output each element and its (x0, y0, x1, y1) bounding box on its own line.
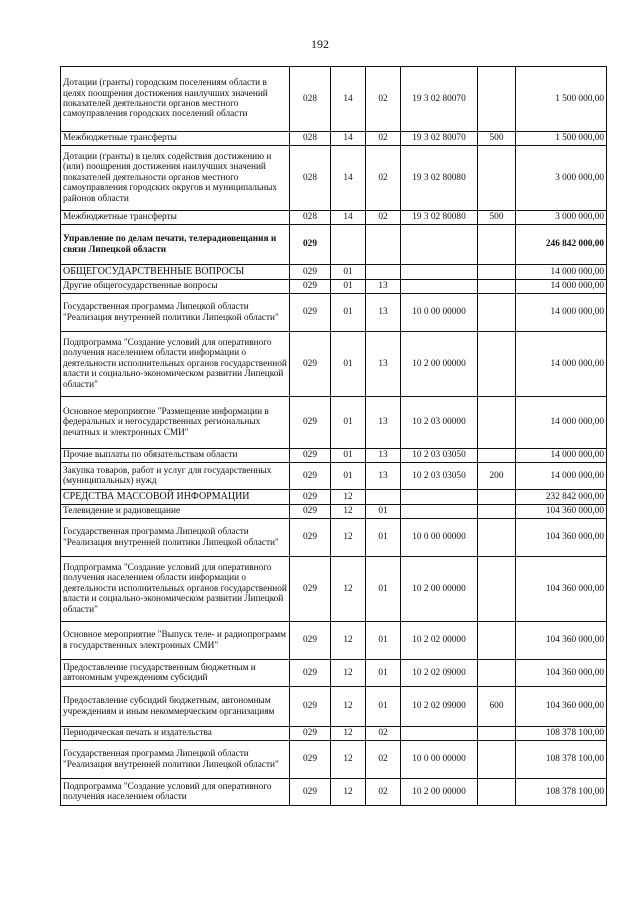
expense-name: Межбюджетные трансферты (61, 132, 290, 146)
section-code: 14 (331, 146, 366, 211)
subsection-code: 13 (366, 463, 401, 490)
section-code: 14 (331, 67, 366, 132)
section-code: 01 (331, 294, 366, 332)
table-row (61, 557, 607, 622)
expense-type-code (478, 449, 516, 463)
expense-name: Предоставление субсидий бюджетным, автономным учреждениям и иным некоммерческим организациям (61, 687, 290, 727)
subsection-code: 13 (366, 449, 401, 463)
subsection-code (366, 265, 401, 280)
table-row (61, 67, 607, 132)
ministry-code: 029 (290, 519, 331, 557)
subsection-code: 01 (366, 622, 401, 660)
table-row (61, 132, 607, 146)
amount: 104 360 000,00 (516, 622, 607, 660)
section-code: 12 (331, 505, 366, 519)
amount: 14 000 000,00 (516, 332, 607, 397)
expense-name: Государственная программа Липецкой области "Реализация внутренней политики Липецкой области" (61, 741, 290, 779)
ministry-code: 029 (290, 449, 331, 463)
section-code: 01 (331, 332, 366, 397)
expense-name: Телевидение и радиовещание (61, 505, 290, 519)
subsection-code: 13 (366, 280, 401, 294)
amount: 104 360 000,00 (516, 660, 607, 687)
expense-type-code (478, 146, 516, 211)
expense-name: Государственная программа Липецкой области "Реализация внутренней политики Липецкой области" (61, 294, 290, 332)
table-row (61, 449, 607, 463)
subsection-code: 02 (366, 146, 401, 211)
ministry-code: 029 (290, 265, 331, 280)
expense-name: Дотации (гранты) городским поселениям области в целях поощрения достижения наилучших значений показателей деятельности органов местного самоуправления городских поселений области (61, 67, 290, 132)
expense-type-code (478, 779, 516, 806)
expense-name: Другие общегосударственные вопросы (61, 280, 290, 294)
subsection-code: 02 (366, 779, 401, 806)
target-article-code (401, 490, 478, 505)
ministry-code: 029 (290, 294, 331, 332)
expense-name: Закупка товаров, работ и услуг для государственных (муниципальных) нужд (61, 463, 290, 490)
target-article-code: 10 0 00 00000 (401, 741, 478, 779)
subsection-code: 02 (366, 67, 401, 132)
section-code: 12 (331, 557, 366, 622)
target-article-code: 19 3 02 80070 (401, 67, 478, 132)
table-row (61, 779, 607, 806)
amount: 108 378 100,00 (516, 741, 607, 779)
target-article-code: 19 3 02 80080 (401, 211, 478, 225)
target-article-code: 10 0 00 00000 (401, 519, 478, 557)
ministry-code: 029 (290, 332, 331, 397)
amount: 1 500 000,00 (516, 67, 607, 132)
page-number: 192 (311, 37, 329, 51)
target-article-code: 10 2 03 03050 (401, 463, 478, 490)
expense-name: ОБЩЕГОСУДАРСТВЕННЫЕ ВОПРОСЫ (61, 265, 290, 280)
ministry-code: 029 (290, 557, 331, 622)
section-code: 12 (331, 660, 366, 687)
expense-type-code (478, 397, 516, 449)
table-row (61, 519, 607, 557)
table-row (61, 490, 607, 505)
target-article-code: 10 2 02 09000 (401, 660, 478, 687)
section-code: 01 (331, 397, 366, 449)
expense-name: Прочие выплаты по обязательствам области (61, 449, 290, 463)
table-row (61, 622, 607, 660)
ministry-code: 028 (290, 132, 331, 146)
table-row (61, 741, 607, 779)
amount: 246 842 000,00 (516, 225, 607, 265)
subsection-code: 01 (366, 687, 401, 727)
table-row (61, 463, 607, 490)
expense-name: Управление по делам печати, телерадиовещания и связи Липецкой области (61, 225, 290, 265)
subsection-code: 02 (366, 741, 401, 779)
amount: 14 000 000,00 (516, 294, 607, 332)
section-code (331, 225, 366, 265)
expense-name: Подпрограмма "Создание условий для оперативного получения населением области (61, 779, 290, 806)
expense-name: Межбюджетные трансферты (61, 211, 290, 225)
expense-type-code: 500 (478, 132, 516, 146)
section-code: 12 (331, 687, 366, 727)
target-article-code: 10 0 00 00000 (401, 294, 478, 332)
expense-name: Предоставление государственным бюджетным и автономным учреждениям субсидий (61, 660, 290, 687)
amount: 3 000 000,00 (516, 211, 607, 225)
amount: 3 000 000,00 (516, 146, 607, 211)
table-row (61, 660, 607, 687)
amount: 232 842 000,00 (516, 490, 607, 505)
target-article-code: 19 3 02 80070 (401, 132, 478, 146)
amount: 104 360 000,00 (516, 519, 607, 557)
section-code: 01 (331, 449, 366, 463)
amount: 14 000 000,00 (516, 463, 607, 490)
table-row (61, 332, 607, 397)
ministry-code: 029 (290, 622, 331, 660)
expense-name: Основное мероприятие "Размещение информации в федеральных и негосударственных региональных печатных и электронных СМИ" (61, 397, 290, 449)
subsection-code: 01 (366, 519, 401, 557)
table-row (61, 687, 607, 727)
expense-type-code (478, 727, 516, 741)
section-code: 12 (331, 779, 366, 806)
ministry-code: 029 (290, 660, 331, 687)
section-code: 12 (331, 519, 366, 557)
target-article-code: 10 2 00 00000 (401, 332, 478, 397)
section-code: 14 (331, 211, 366, 225)
section-code: 12 (331, 490, 366, 505)
expense-type-code (478, 660, 516, 687)
ministry-code: 028 (290, 211, 331, 225)
table-row (61, 211, 607, 225)
target-article-code: 19 3 02 80080 (401, 146, 478, 211)
target-article-code: 10 2 03 03050 (401, 449, 478, 463)
section-code: 01 (331, 463, 366, 490)
budget-table (60, 66, 607, 806)
table-row (61, 505, 607, 519)
subsection-code: 13 (366, 294, 401, 332)
expense-type-code (478, 67, 516, 132)
table-row (61, 294, 607, 332)
amount: 108 378 100,00 (516, 727, 607, 741)
subsection-code: 01 (366, 505, 401, 519)
amount: 1 500 000,00 (516, 132, 607, 146)
ministry-code: 028 (290, 146, 331, 211)
target-article-code: 10 2 00 00000 (401, 557, 478, 622)
ministry-code: 028 (290, 67, 331, 132)
table-row (61, 397, 607, 449)
target-article-code (401, 505, 478, 519)
amount: 14 000 000,00 (516, 280, 607, 294)
ministry-code: 029 (290, 463, 331, 490)
expense-type-code (478, 557, 516, 622)
expense-type-code (478, 622, 516, 660)
expense-type-code (478, 519, 516, 557)
expense-type-code (478, 505, 516, 519)
ministry-code: 029 (290, 490, 331, 505)
target-article-code: 10 2 02 00000 (401, 622, 478, 660)
amount: 104 360 000,00 (516, 687, 607, 727)
section-code: 12 (331, 622, 366, 660)
ministry-code: 029 (290, 505, 331, 519)
target-article-code (401, 265, 478, 280)
expense-name: Основное мероприятие "Выпуск теле- и радиопрограмм в государственных электронных СМИ" (61, 622, 290, 660)
ministry-code: 029 (290, 687, 331, 727)
expense-name: Периодическая печать и издательства (61, 727, 290, 741)
section-code: 12 (331, 727, 366, 741)
amount: 14 000 000,00 (516, 397, 607, 449)
expense-type-code: 200 (478, 463, 516, 490)
section-code: 14 (331, 132, 366, 146)
subsection-code (366, 490, 401, 505)
subsection-code: 02 (366, 211, 401, 225)
expense-type-code (478, 490, 516, 505)
expense-name: Подпрограмма "Создание условий для оперативного получения населением области информации о деятельности исполнительных органов государственной власти и социально-экономическом развитии Липецкой области" (61, 557, 290, 622)
amount: 14 000 000,00 (516, 265, 607, 280)
expense-type-code (478, 225, 516, 265)
table-row (61, 727, 607, 741)
section-code: 01 (331, 265, 366, 280)
expense-type-code (478, 294, 516, 332)
expense-type-code (478, 280, 516, 294)
subsection-code: 02 (366, 132, 401, 146)
target-article-code (401, 280, 478, 294)
ministry-code: 029 (290, 779, 331, 806)
table-row (61, 225, 607, 265)
expense-name: Дотации (гранты) в целях содействия достижению и (или) поощрения достижения наилучших значений показателей деятельности органов местного самоуправления городских округов и муниципальных районов области (61, 146, 290, 211)
ministry-code: 029 (290, 280, 331, 294)
table-row (61, 265, 607, 280)
expense-type-code (478, 265, 516, 280)
subsection-code: 13 (366, 397, 401, 449)
section-code: 12 (331, 741, 366, 779)
subsection-code: 01 (366, 660, 401, 687)
expense-type-code: 500 (478, 211, 516, 225)
target-article-code: 10 2 00 00000 (401, 779, 478, 806)
amount: 104 360 000,00 (516, 557, 607, 622)
budget-table-body (61, 67, 607, 806)
expense-type-code: 600 (478, 687, 516, 727)
target-article-code (401, 727, 478, 741)
ministry-code: 029 (290, 397, 331, 449)
expense-name: Подпрограмма "Создание условий для оперативного получения населением области информации о деятельности исполнительных органов государственной власти и социально-экономическом развитии Липецкой области" (61, 332, 290, 397)
table-row (61, 280, 607, 294)
target-article-code: 10 2 02 09000 (401, 687, 478, 727)
section-code: 01 (331, 280, 366, 294)
expense-name: Государственная программа Липецкой области "Реализация внутренней политики Липецкой области" (61, 519, 290, 557)
subsection-code: 01 (366, 557, 401, 622)
subsection-code (366, 225, 401, 265)
ministry-code: 029 (290, 225, 331, 265)
expense-type-code (478, 332, 516, 397)
subsection-code: 13 (366, 332, 401, 397)
amount: 104 360 000,00 (516, 505, 607, 519)
ministry-code: 029 (290, 741, 331, 779)
amount: 108 378 100,00 (516, 779, 607, 806)
expense-type-code (478, 741, 516, 779)
target-article-code (401, 225, 478, 265)
target-article-code: 10 2 03 00000 (401, 397, 478, 449)
subsection-code: 02 (366, 727, 401, 741)
table-row (61, 146, 607, 211)
amount: 14 000 000,00 (516, 449, 607, 463)
ministry-code: 029 (290, 727, 331, 741)
expense-name: СРЕДСТВА МАССОВОЙ ИНФОРМАЦИИ (61, 490, 290, 505)
